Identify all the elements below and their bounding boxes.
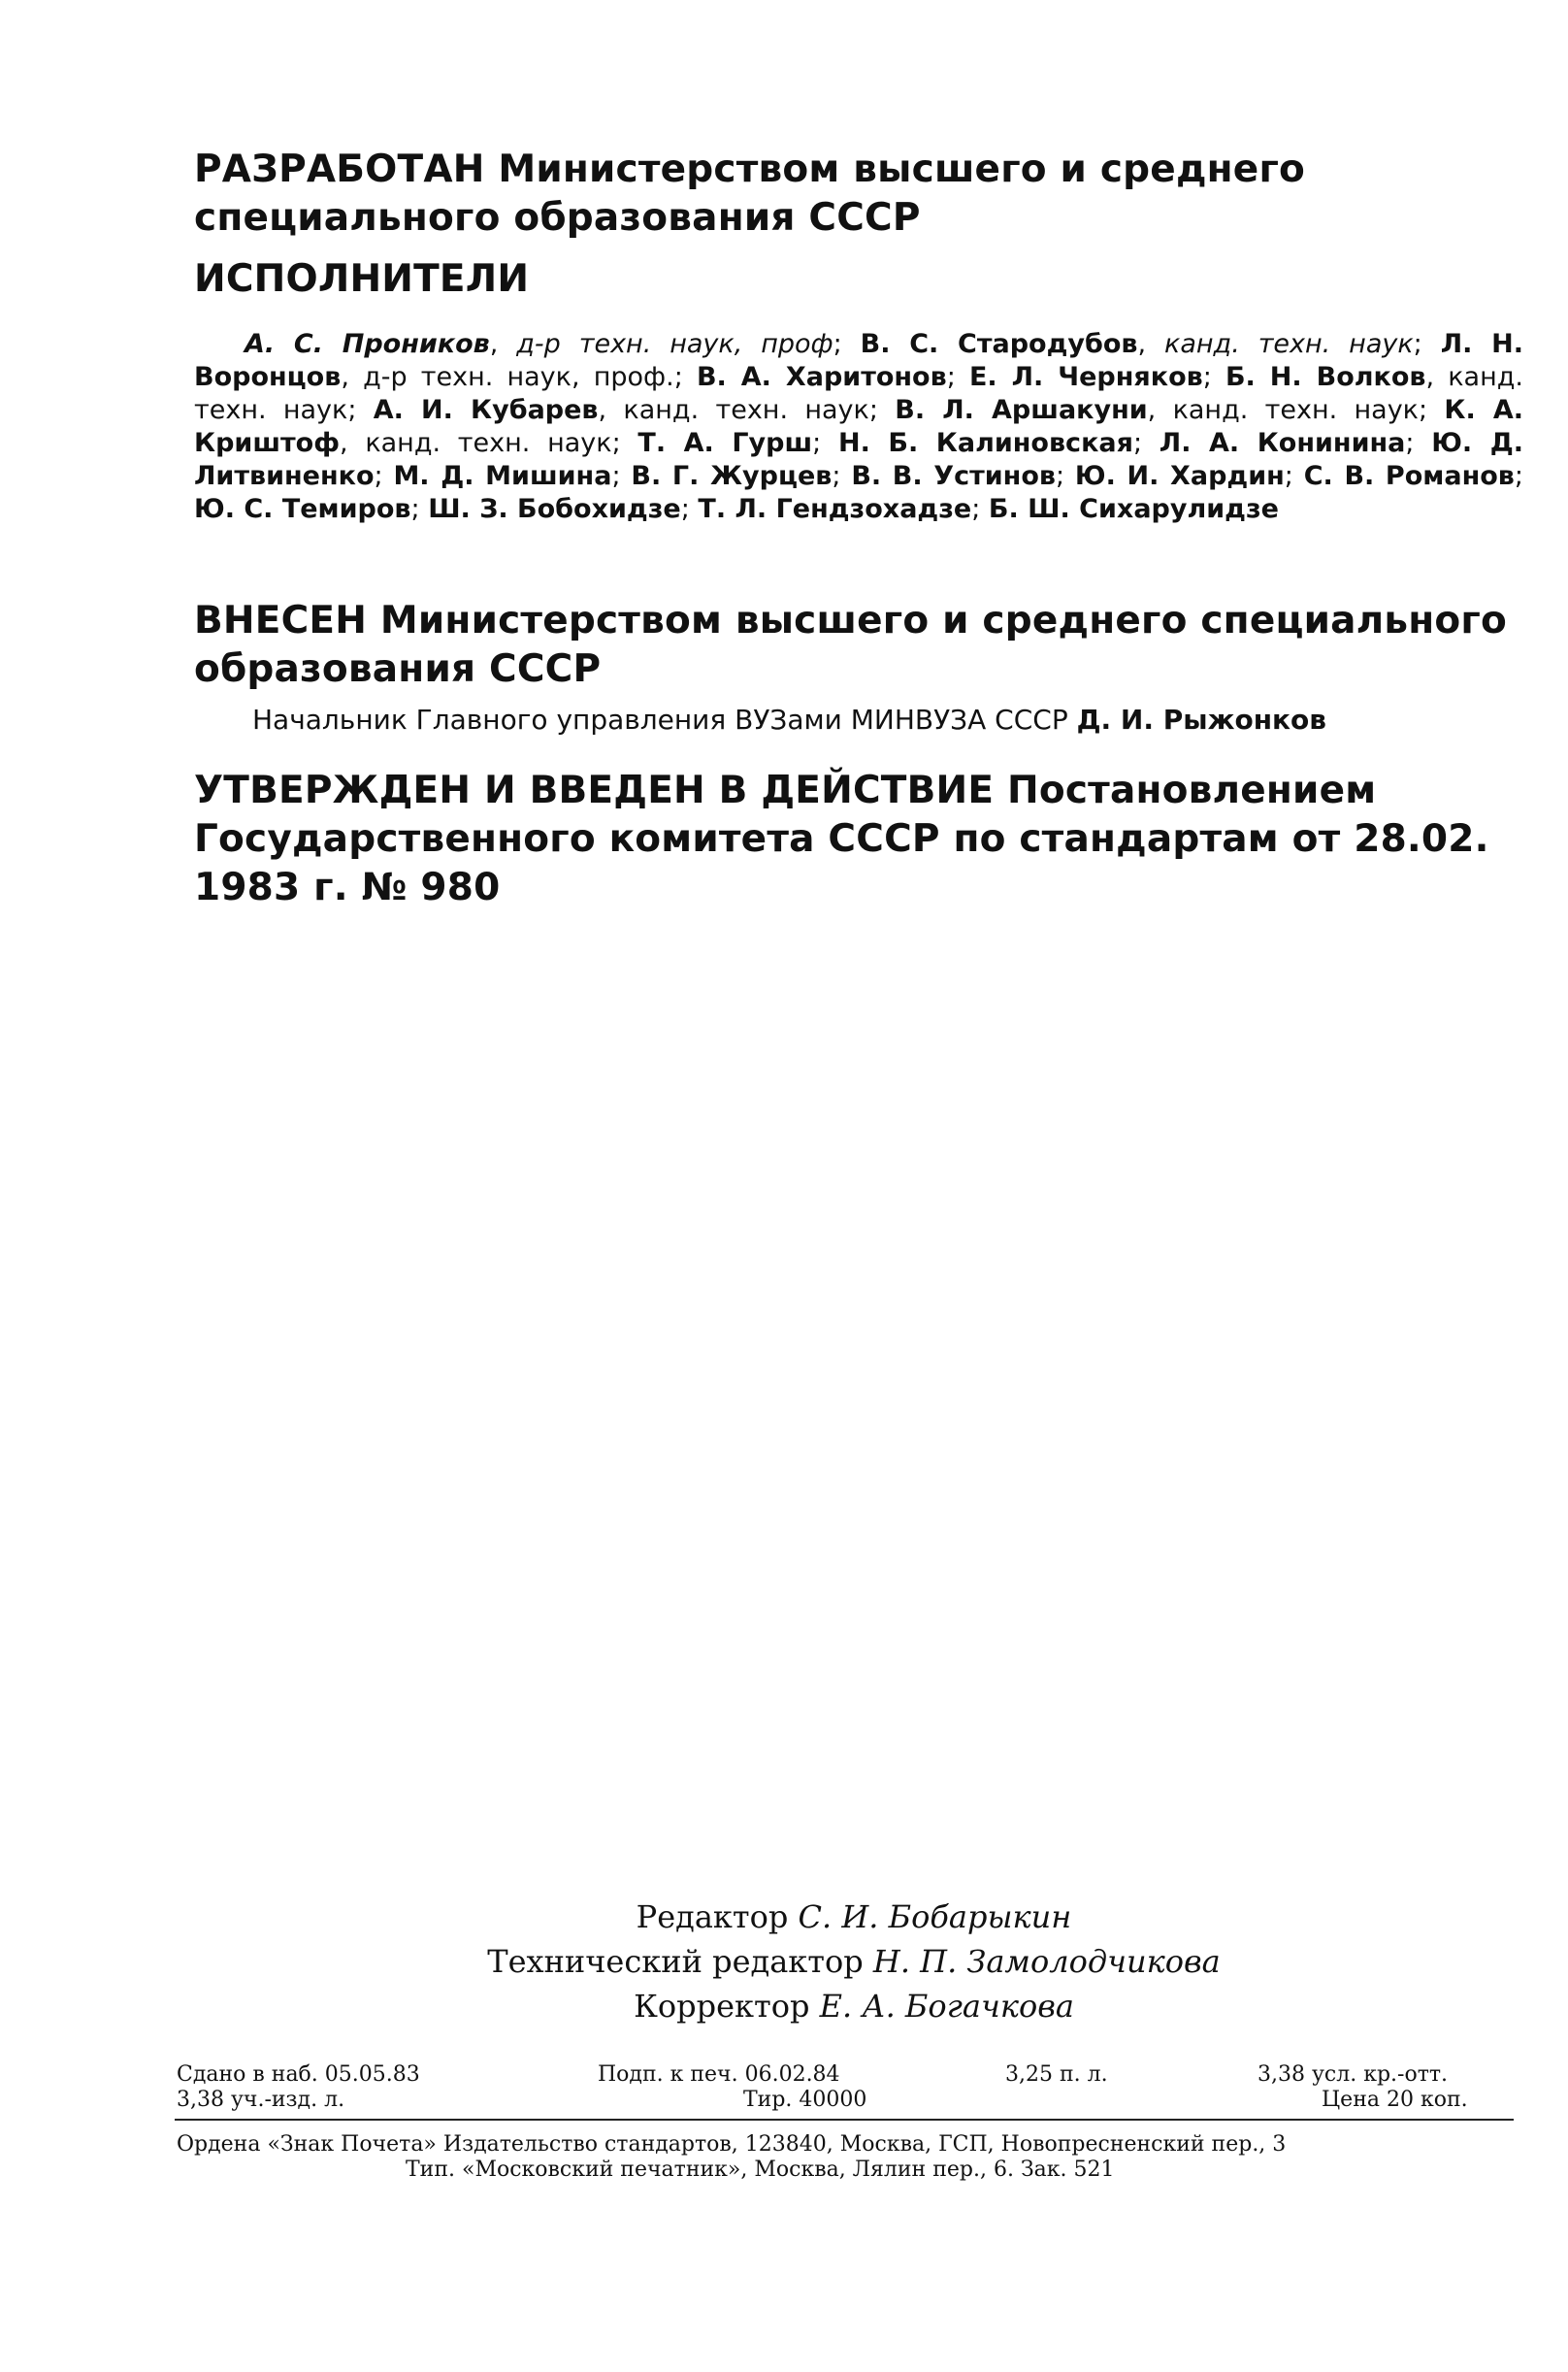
chief-position: Начальник Главного управления ВУЗами МИНВУЗА СССР — [252, 704, 1068, 736]
credit-tech-editor-name: Н. П. Замолодчикова — [872, 1943, 1221, 1980]
publisher-line-1: Ордена «Знак Почета» Издательство стандартов, 123840, Москва, ГСП, Новопресненский пер., 3 — [177, 2132, 1287, 2157]
performer-name: С. В. Романов — [1303, 461, 1515, 491]
performer-role: канд. техн. наук — [1164, 329, 1414, 359]
print-sheets: 3,25 п. л. — [1005, 2062, 1108, 2087]
performer-name: Ю. С. Темиров — [194, 494, 411, 524]
performer-name: В. Л. Аршакуни — [895, 395, 1148, 425]
performer-name: Е. Л. Черняков — [968, 362, 1203, 392]
performer-role: д-р техн. наук, проф. — [363, 362, 674, 392]
introduced-label: ВНЕСЕН — [194, 599, 368, 642]
performer-name: Ю. И. Хардин — [1074, 461, 1285, 491]
chief-name: Д. И. Рыжонков — [1076, 704, 1326, 736]
performer-name: Н. Б. Калиновская — [838, 428, 1133, 458]
introduced-section — [194, 597, 1523, 694]
credit-corrector — [369, 1984, 1339, 2028]
performers-heading: ИСПОЛНИТЕЛИ — [194, 257, 530, 301]
developed-label: РАЗРАБОТАН — [194, 148, 485, 191]
print-pub-sheets: 3,38 уч.-изд. л. — [177, 2088, 345, 2112]
performer-name: Т. Л. Гендзохадзе — [698, 494, 972, 524]
performer-name: Т. А. Гурш — [637, 428, 813, 458]
performer-name: Ш. З. Бобохидзе — [428, 494, 681, 524]
performer-role: д-р техн. наук, проф — [516, 329, 833, 359]
developed-section — [194, 146, 1523, 243]
performer-name: В. В. Устинов — [851, 461, 1056, 491]
performer-name: А. И. Кубарев — [373, 395, 599, 425]
credit-corrector-name: Е. А. Богачкова — [819, 1988, 1074, 2025]
performer-role: канд. техн. наук — [623, 395, 869, 425]
performer-name: А. С. Проников — [245, 329, 490, 359]
performer-name: Л. Н. Воронцов — [194, 329, 1523, 392]
performer-name: В. С. Стародубов — [860, 329, 1138, 359]
performer-name: К. А. Криштоф — [194, 395, 1524, 458]
print-cond-sheets: 3,38 усл. кр.-отт. — [1258, 2062, 1449, 2087]
credit-editor-name: С. И. Бобарыкин — [798, 1898, 1072, 1935]
print-price: Цена 20 коп. — [1322, 2088, 1468, 2112]
approved-text: Постановлением Государственного комитета СССР по стандартам от 28.02. 1983 г. № 980 — [194, 769, 1489, 909]
performer-name: М. Д. Мишина — [393, 461, 612, 491]
credit-editor — [369, 1894, 1339, 1939]
credit-tech-editor-role: Технический редактор — [487, 1943, 864, 1980]
print-signed: Подп. к печ. 06.02.84 — [598, 2062, 840, 2087]
divider-rule — [175, 2119, 1514, 2121]
performer-name: В. Г. Журцев — [631, 461, 833, 491]
performer-name: Л. А. Конинина — [1159, 428, 1406, 458]
credit-editor-role: Редактор — [636, 1898, 789, 1935]
approved-section — [194, 767, 1523, 912]
credit-tech-editor — [369, 1939, 1339, 1984]
performer-name: В. А. Харитонов — [696, 362, 947, 392]
performer-name: Б. Н. Волков — [1225, 362, 1426, 392]
print-sent: Сдано в наб. 05.05.83 — [177, 2062, 420, 2087]
introduced-text: Министерством высшего и среднего специального образования СССР — [194, 599, 1507, 691]
chief-line — [252, 703, 1523, 738]
print-circulation: Тир. 40000 — [743, 2088, 867, 2112]
performer-role: канд. техн. наук — [365, 428, 612, 458]
performer-name: Б. Ш. Сихарулидзе — [988, 494, 1279, 524]
developed-text: Министерством высшего и среднего специального образования СССР — [194, 148, 1306, 240]
credit-corrector-role: Корректор — [634, 1988, 810, 2025]
approved-label: УТВЕРЖДЕН И ВВЕДЕН В ДЕЙСТВИЕ — [194, 769, 995, 812]
performer-name: Ю. Д. Литвиненко — [194, 428, 1524, 491]
publisher-line-2: Тип. «Московский печатник», Москва, Лялин пер., 6. Зак. 521 — [406, 2158, 1115, 2182]
performer-role: канд. техн. наук — [194, 362, 1523, 425]
performer-role: канд. техн. наук — [1172, 395, 1419, 425]
performers-list: А. С. Проников, д-р техн. наук, проф; В. С. Стародубов, канд. техн. наук; Л. Н. Воронцов, д-р техн. наук, проф.; В. А. Харитонов; Е. Л. Черняков; Б. Н. Волков, канд. техн. наук; А. И. Кубарев, канд. техн. наук; В. Л. Аршакуни, канд. техн. наук; К. А. Криштоф, канд. техн. наук; Т. А. Гурш; Н. Б. Калиновская; Л. А. Конинина; Ю. Д. Литвиненко; М. Д. Мишина; В. Г. Журцев; В. В. Устинов; Ю. И. Хардин; С. В. Романов; Ю. С. Темиров; Ш. З. Бобохидзе; Т. Л. Гендзохадзе; Б. Ш. Сихарулидзе — [194, 329, 1524, 524]
